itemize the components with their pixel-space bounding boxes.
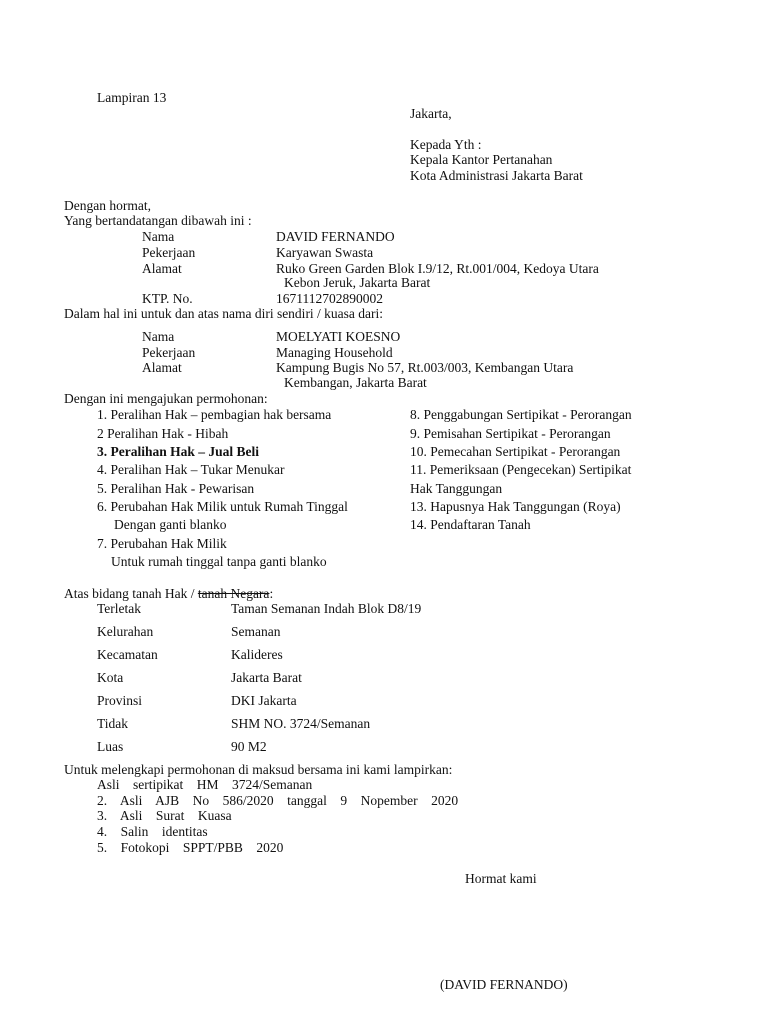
applicant-address-line-1: Ruko Green Garden Blok I.9/12, Rt.001/004, Kedoya Utara [276, 261, 599, 276]
signature-name: (DAVID FERNANDO) [440, 977, 568, 992]
principal-job-label: Pekerjaan [142, 345, 196, 360]
request-item-1: 1. Peralihan Hak – pembagian hak bersama [97, 407, 332, 422]
request-item-9: 9. Pemisahan Sertipikat - Perorangan [410, 426, 611, 441]
land-province-label: Provinsi [97, 693, 143, 708]
request-item-6-detail: Dengan ganti blanko [114, 517, 227, 532]
request-item-4: 4. Peralihan Hak – Tukar Menukar [97, 462, 285, 477]
recipient-city: Kota Administrasi Jakarta Barat [410, 168, 583, 183]
attachment-number: Lampiran 13 [97, 90, 167, 105]
principal-address-label: Alamat [142, 360, 182, 375]
land-intro-prefix: Atas bidang tanah Hak / [64, 586, 198, 601]
request-item-3-selected: 3. Peralihan Hak – Jual Beli [97, 444, 260, 459]
request-item-11-detail: Hak Tanggungan [410, 481, 503, 496]
request-item-10: 10. Pemecahan Sertipikat - Perorangan [410, 444, 621, 459]
attachments-intro: Untuk melengkapi permohonan di maksud bersama ini kami lampirkan: [64, 762, 453, 777]
request-item-8: 8. Penggabungan Sertipikat - Perorangan [410, 407, 632, 422]
land-city-label: Kota [97, 670, 124, 685]
principal-address-line-2: Kembangan, Jakarta Barat [284, 375, 427, 390]
greeting: Dengan hormat, [64, 198, 151, 213]
principal-name: MOELYATI KOESNO [276, 329, 401, 344]
land-area: 90 M2 [231, 739, 267, 754]
land-city: Jakarta Barat [231, 670, 302, 685]
applicant-address-line-2: Kebon Jeruk, Jakarta Barat [284, 275, 431, 290]
applicant-address-label: Alamat [142, 261, 182, 276]
request-intro: Dengan ini mengajukan permohonan: [64, 391, 268, 406]
request-item-14: 14. Pendaftaran Tanah [410, 517, 531, 532]
recipient-office: Kepala Kantor Pertanahan [410, 152, 553, 167]
request-item-7: 7. Perubahan Hak Milik [97, 536, 227, 551]
attachment-item-1: Asli sertipikat HM 3724/Semanan [97, 777, 313, 792]
land-intro-suffix: : [269, 586, 274, 601]
applicant-job: Karyawan Swasta [276, 245, 374, 260]
applicant-name: DAVID FERNANDO [276, 229, 395, 244]
land-kelurahan: Semanan [231, 624, 281, 639]
land-certificate-label: Tidak [97, 716, 129, 731]
attachment-item-2: 2. Asli AJB No 586/2020 tanggal 9 Nopember 2020 [97, 793, 459, 808]
principal-job: Managing Household [276, 345, 393, 360]
attachment-item-4: 4. Salin identitas [97, 824, 208, 839]
request-item-6: 6. Perubahan Hak Milik untuk Rumah Tinggal [97, 499, 348, 514]
request-item-2: 2 Peralihan Hak - Hibah [97, 426, 229, 441]
attachment-item-3: 3. Asli Surat Kuasa [97, 808, 232, 823]
applicant-id-label: KTP. No. [142, 291, 193, 306]
land-location-label: Terletak [97, 601, 142, 616]
closing-regards: Hormat kami [465, 871, 537, 886]
land-province: DKI Jakarta [231, 693, 297, 708]
request-item-11: 11. Pemeriksaan (Pengecekan) Sertipikat [410, 462, 632, 477]
land-kecamatan-label: Kecamatan [97, 647, 158, 662]
principal-name-label: Nama [142, 329, 175, 344]
principal-address-line-1: Kampung Bugis No 57, Rt.003/003, Kembangan Utara [276, 360, 574, 375]
land-certificate: SHM NO. 3724/Semanan [231, 716, 371, 731]
land-intro [64, 586, 273, 602]
land-intro-struck: tanah Negara [197, 586, 270, 601]
attachment-item-5: 5. Fotokopi SPPT/PBB 2020 [97, 840, 284, 855]
request-item-13: 13. Hapusnya Hak Tanggungan (Roya) [410, 499, 621, 514]
applicant-job-label: Pekerjaan [142, 245, 196, 260]
intro-text: Yang bertandatangan dibawah ini : [64, 213, 252, 228]
request-item-5: 5. Peralihan Hak - Pewarisan [97, 481, 255, 496]
letter-city: Jakarta, [410, 106, 452, 121]
behalf-intro: Dalam hal ini untuk dan atas nama diri sendiri / kuasa dari: [64, 306, 384, 321]
land-area-label: Luas [97, 739, 124, 754]
request-item-7-detail: Untuk rumah tinggal tanpa ganti blanko [111, 554, 327, 569]
land-kelurahan-label: Kelurahan [97, 624, 154, 639]
applicant-name-label: Nama [142, 229, 175, 244]
recipient-salutation: Kepada Yth : [410, 137, 482, 152]
land-location: Taman Semanan Indah Blok D8/19 [231, 601, 422, 616]
applicant-id-number: 1671112702890002 [276, 291, 383, 306]
land-kecamatan: Kalideres [231, 647, 283, 662]
